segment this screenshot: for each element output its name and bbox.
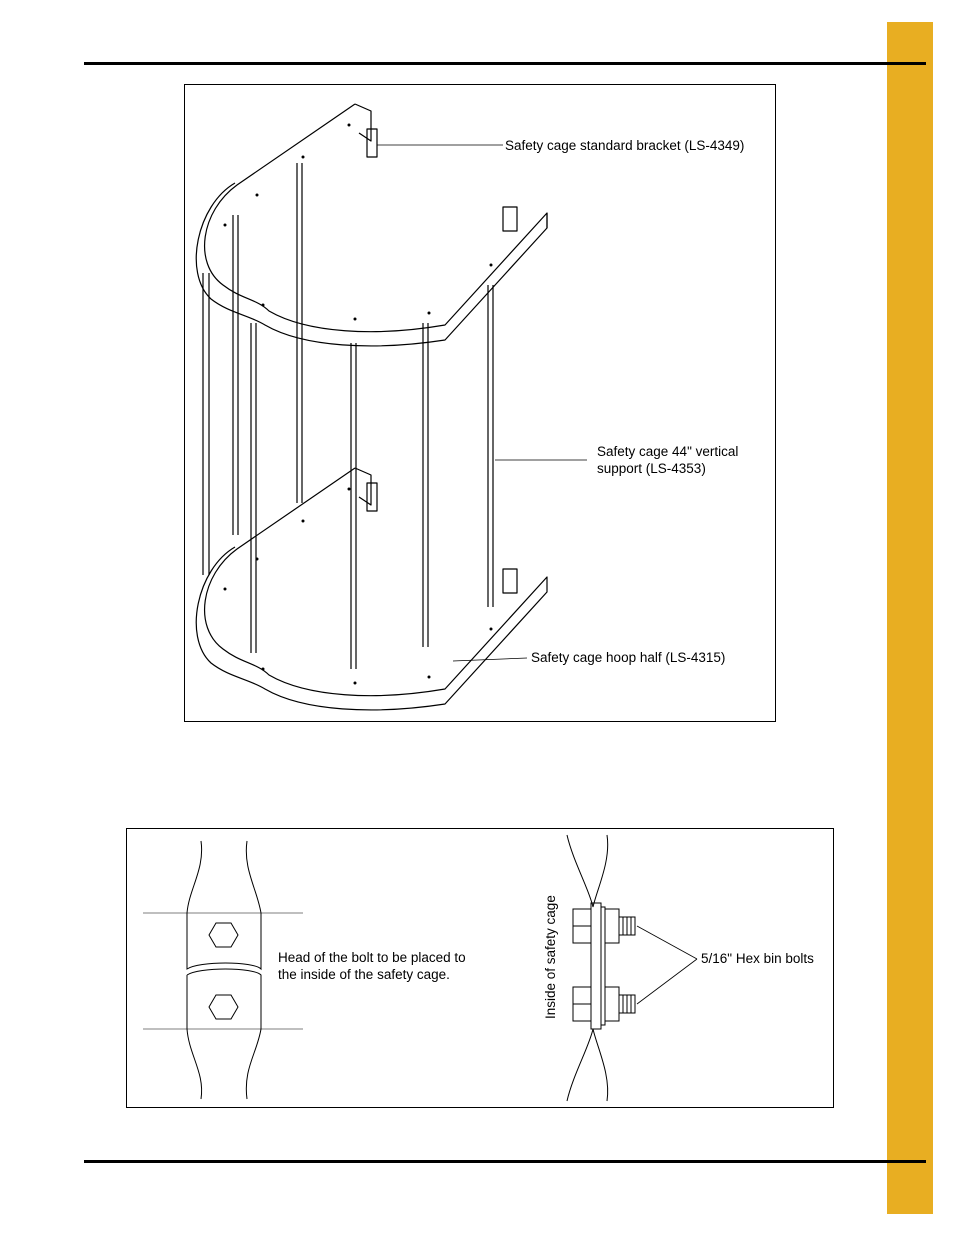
bracket-callout: Safety cage standard bracket (LS-4349) <box>505 138 745 153</box>
inside-cage-label: Inside of safety cage <box>543 895 558 1019</box>
header-rule <box>84 62 926 65</box>
bolt-detail-drawing <box>127 829 833 1107</box>
upper-right-bracket <box>503 207 517 231</box>
lower-right-bracket <box>503 569 517 593</box>
hex-head-top <box>209 923 238 947</box>
nut-lower <box>605 987 619 1021</box>
hex-head-bottom <box>209 995 238 1019</box>
upper-hoop-band <box>196 104 547 346</box>
footer-rule <box>84 1160 926 1163</box>
bolt-orientation-figure <box>126 828 834 1108</box>
strap-edge <box>591 903 601 1029</box>
section-tab <box>887 22 933 1214</box>
strap-side-view <box>567 835 697 1101</box>
lower-hoop-band <box>196 468 547 710</box>
safety-cage-assembly-figure <box>184 84 776 722</box>
vertical-supports <box>203 163 493 669</box>
vertical-support-callout: Safety cage 44" vertical support (LS-4353) <box>597 444 739 476</box>
safety-cage-drawing <box>185 85 775 721</box>
lower-bracket <box>367 483 377 511</box>
bolt-head-note: Head of the bolt to be placed to the inside of the safety cage. <box>278 950 466 982</box>
hex-bolts-callout: 5/16" Hex bin bolts <box>701 951 814 966</box>
upper-bracket <box>367 129 377 157</box>
nut-upper <box>605 909 619 943</box>
hoop-half-callout: Safety cage hoop half (LS-4315) <box>531 650 726 665</box>
